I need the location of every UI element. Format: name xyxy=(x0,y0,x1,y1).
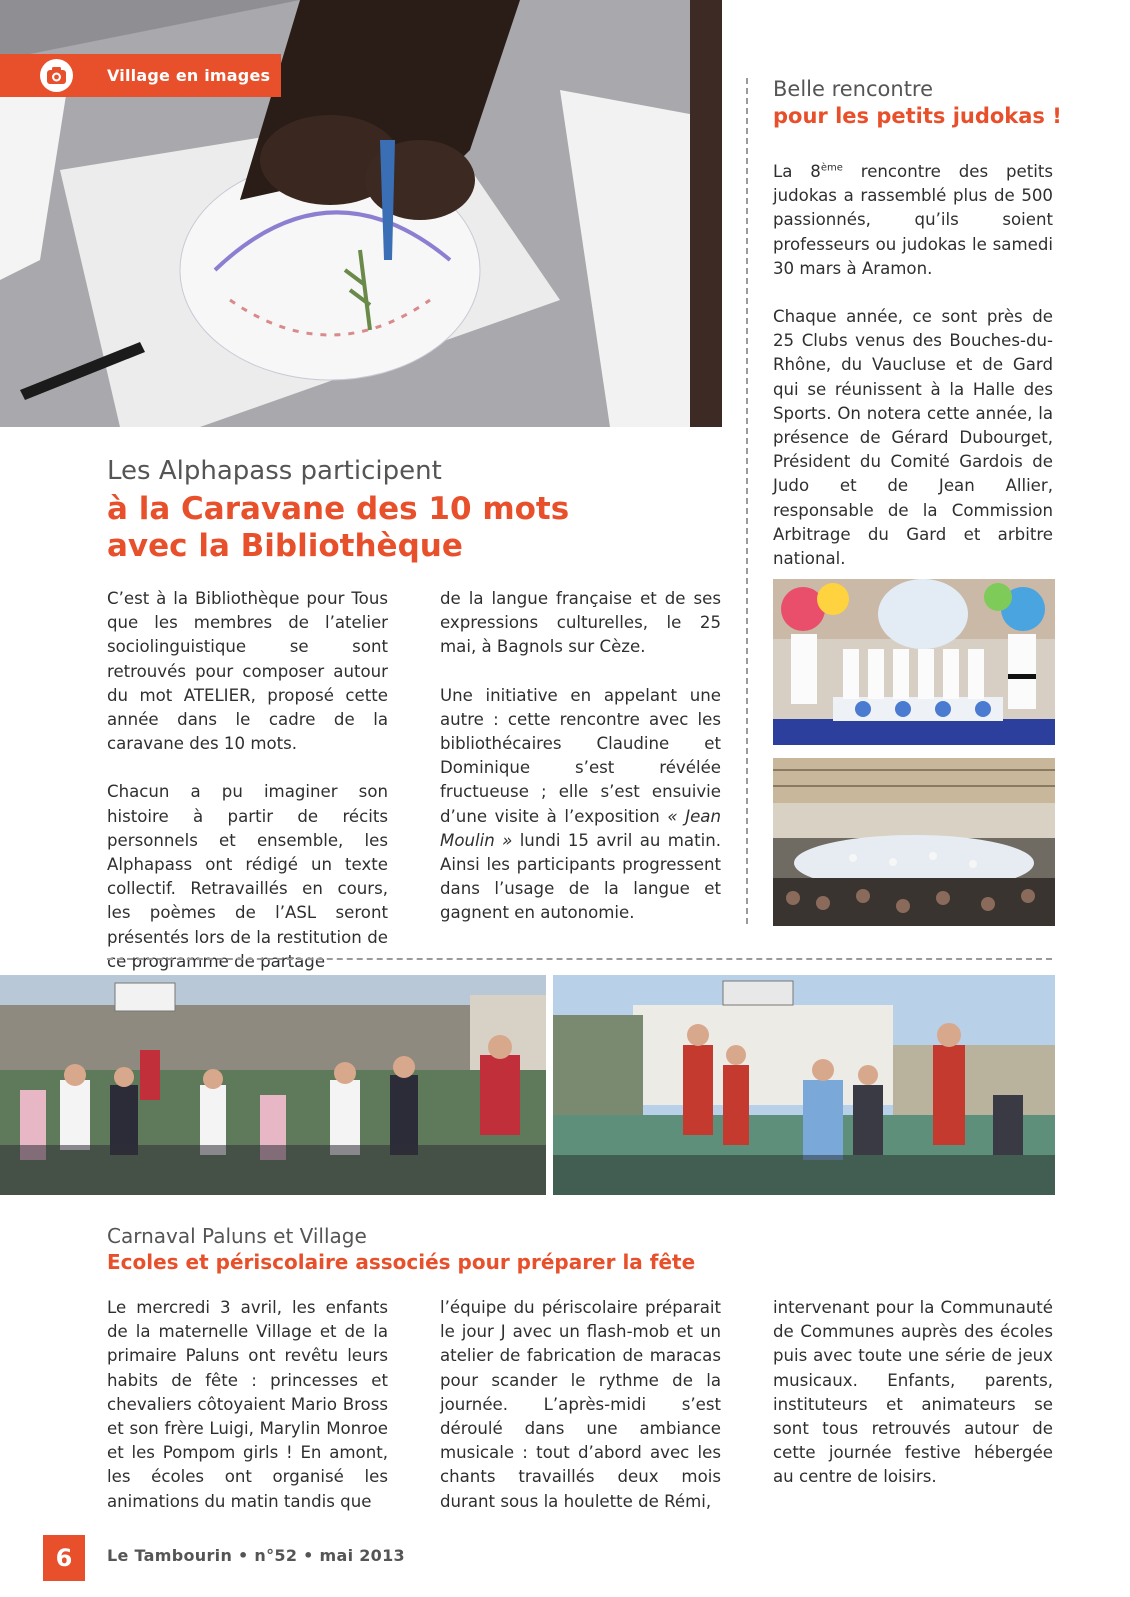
section-tag-label: Village en images xyxy=(107,66,271,85)
alphapass-paragraph: Une initiative en appelant une autre : cette rencontre avec les bibliothécaires Claudine et Dominique s’est révélée fructueuse ; elle s’est ensuivie d’une visite à l’exposition « Jean Moulin » lundi 15 avril au matin. Ainsi les participants progressent dans l’usage de la langue et gagnent en autonomie. xyxy=(440,685,721,923)
alphapass-kicker: Les Alphapass participent xyxy=(107,456,442,486)
page-number: 6 xyxy=(43,1535,85,1581)
photo-judo-podium xyxy=(773,579,1055,745)
alphapass-paragraph: Chacun a pu imaginer son histoire à partir de récits personnels et ensemble, les Alphapass ont rédigé un texte collectif. Retravaillés en cours, les poèmes de l’ASL seront présentés lors de la restitution de ce programme de partage xyxy=(107,782,388,971)
alphapass-paragraph: C’est à la Bibliothèque pour Tous que les membres de l’atelier sociolinguistique se sont retrouvés pour composer autour du mot ATELIER, proposé cette année dans le cadre de la caravane des 10 mots. xyxy=(107,589,388,754)
column-divider xyxy=(746,78,748,924)
section-divider xyxy=(107,958,1052,960)
section-tag xyxy=(0,54,281,97)
alphapass-headline-line1: à la Caravane des 10 mots xyxy=(107,491,570,527)
photo-carnaval-flashmob xyxy=(553,975,1055,1195)
carnaval-paragraph: Le mercredi 3 avril, les enfants de la maternelle Village et de la primaire Paluns ont revêtu leurs habits de fête : princesses et chevaliers côtoyaient Mario Bross et son frère Luigi, Marylin Monroe et les Pompom girls ! En amont, les écoles ont organisé les animations du matin tandis que xyxy=(107,1298,388,1511)
judo-paragraph: Chaque année, ce sont près de 25 Clubs venus des Bouches-du-Rhône, du Vaucluse et de Gard qui se réunissent à la Halle des Sports. On notera cette année, la présence de Gérard Dubourget, Président du Comité Gardois de Judo et de Jean Allier, responsable de la Commission Arbitrage du Gard et arbitre national. xyxy=(773,307,1053,569)
carnaval-paragraph: l’équipe du périscolaire préparait le jour J avec un flash-mob et un atelier de fabrication de maracas pour scander le rythme de la journée. L’après-midi s’est déroulé dans une ambiance musicale : tout d’abord avec les chants travaillés deux mois durant sous la houlette de Rémi, xyxy=(440,1298,721,1511)
photo-carnaval-playground xyxy=(0,975,546,1195)
judo-paragraph: La 8ème rencontre des petits judokas a rassemblé plus de 500 passionnés, qu’ils soient professeurs ou judokas le samedi 30 mars à Aramon. xyxy=(773,162,1053,278)
carnaval-column-2 xyxy=(440,1296,721,1514)
carnaval-column-3 xyxy=(773,1296,1053,1490)
alphapass-headline-line2: avec la Bibliothèque xyxy=(107,528,463,564)
alphapass-column-2 xyxy=(440,587,721,926)
photo-judo-hall xyxy=(773,758,1055,926)
judo-headline: pour les petits judokas ! xyxy=(773,104,1062,128)
publication-footer: Le Tambourin • n°52 • mai 2013 xyxy=(107,1546,405,1565)
carnaval-headline: Ecoles et périscolaire associés pour préparer la fête xyxy=(107,1250,696,1274)
exhibition-title: « Jean Moulin » xyxy=(440,806,721,850)
camera-icon xyxy=(40,59,73,92)
judo-body xyxy=(773,160,1053,571)
judo-kicker: Belle rencontre xyxy=(773,77,934,101)
carnaval-column-1 xyxy=(107,1296,388,1514)
carnaval-paragraph: intervenant pour la Communauté de Communes auprès des écoles puis avec toute une série de jeux musicaux. Enfants, parents, instituteurs et animateurs se sont tous retrouvés autour de cette journée festive hébergée au centre de loisirs. xyxy=(773,1298,1053,1487)
alphapass-column-1 xyxy=(107,587,388,974)
alphapass-paragraph: de la langue française et de ses expressions culturelles, le 25 mai, à Bagnols sur Cèze. xyxy=(440,589,721,657)
carnaval-kicker: Carnaval Paluns et Village xyxy=(107,1224,367,1248)
